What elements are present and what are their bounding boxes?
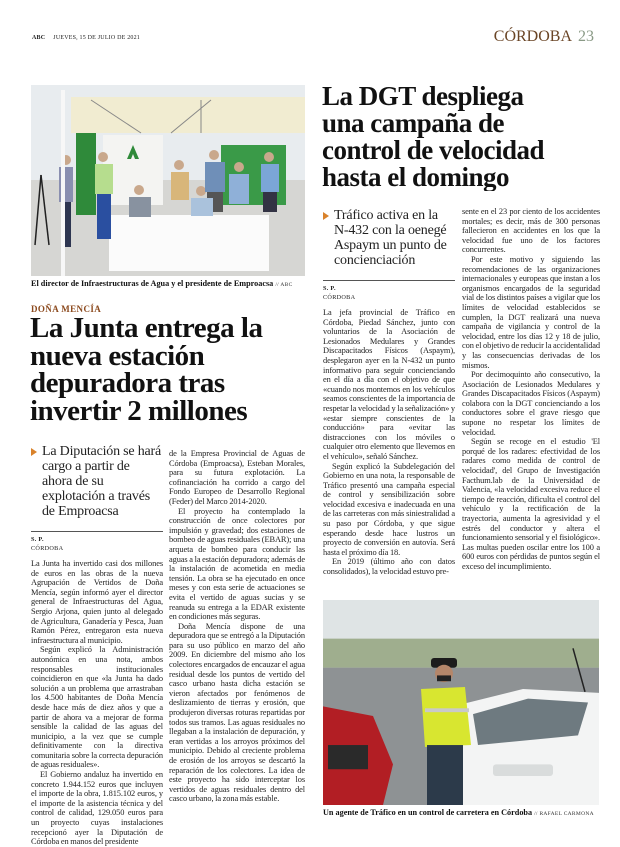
signing-ceremony-photo <box>31 85 305 276</box>
page-number: 23 <box>578 28 594 45</box>
author: S. P. <box>323 285 336 292</box>
headline-line: La Junta entrega la <box>30 315 263 344</box>
paragraph: En 2019 (último año con datos consolidados), la velocidad estuvo pre- <box>323 557 455 577</box>
paragraph: Por decimoquinto año consecutivo, la Asociación de Lesionados Medulares y Grandes Discapacitados Físicos (Aspaym) colabora con la DGT concienciando a los conductores sobre el grave riesgo que supone no respetar los límites de velocidad. <box>462 370 600 437</box>
brand: ABC <box>32 35 46 41</box>
bullet-triangle-icon <box>31 448 37 456</box>
byline <box>323 284 455 302</box>
right-headline <box>322 83 602 191</box>
paragraph: Según explicó la Subdelegación del Gobierno en una nota, la responsable de Tráfico presentó una campaña especial de control y sensibilización sobre velocidad excesiva e inadecuada en una de las carreteras con más siniestralidad a su paso por Córdoba, y que sigue esperando desde hace lustros un proyecto de conversión en autovía. Será hasta el próximo día 18. <box>323 461 455 557</box>
byline <box>31 535 163 553</box>
left-body-col1 <box>31 559 163 847</box>
right-subheadline <box>323 208 455 268</box>
left-subheadline <box>31 444 163 519</box>
paragraph: Por este motivo y siguiendo las recomendaciones de las organizaciones internacionales y europeas que instan a los organismos encargados de la seguridad vial de los distintos países a vigilar que los límites de velocidad establecidos se cumplen, la DGT realizará una nueva campaña de vigilancia y control de la velocidad, entre los días 12 y 18 de julio, con el objetivo de reducir la accidentalidad y las consecuencias derivadas de los mismos. <box>462 254 600 370</box>
divider <box>323 280 455 281</box>
headline-line: invertir 2 millones <box>30 394 248 425</box>
headline-line: nueva estación <box>30 339 205 372</box>
caption-text: Un agente de Tráfico en un control de carretera en Córdoba <box>323 808 533 817</box>
headline-line: depuradora tras <box>30 367 225 399</box>
photo-credit: // ABC <box>275 282 293 288</box>
photo-credit: // RAFAEL CARMONA <box>534 811 594 817</box>
photo-caption <box>323 808 594 817</box>
headline-line: control de velocidad <box>322 135 544 165</box>
dateline-location: CÓRDOBA <box>31 545 64 552</box>
left-column-1 <box>31 444 163 847</box>
page-header-right <box>494 28 594 46</box>
divider <box>31 531 163 532</box>
right-body-col1 <box>323 308 455 577</box>
paragraph: El Gobierno andaluz ha invertido en concreto 1.944.152 euros que incluyen el importe de la obra, 1.815.102 euros, y el importe de la asistencia técnica y del control de calidad, 129.050 euros para un proyecto cuyas instalaciones recepcionó ayer la Diputación de Córdoba en manos del presidente <box>31 770 163 847</box>
bullet-triangle-icon <box>323 212 329 220</box>
subheadline-text: Tráfico activa en la N-432 con la oenegé Aspaym un punto de concienciación <box>334 208 447 268</box>
left-headline <box>30 315 310 425</box>
subheadline-text: La Diputación se hará cargo a partir de ahora de su explotación a través de Emproacsa <box>42 444 162 519</box>
page-header-left <box>32 35 140 41</box>
headline-line: La DGT despliega <box>322 83 524 111</box>
right-body-col2 <box>462 207 600 572</box>
dateline-location: CÓRDOBA <box>323 294 356 301</box>
kicker: DOÑA MENCÍA <box>31 304 102 314</box>
right-column-1 <box>323 208 455 577</box>
paragraph: El proyecto ha contemplado la construcción de once colectores por impulsión y gravedad; dos estaciones de bombeo de aguas residuales (EBAR); una arqueta de bombeo para conducir las aguas a la estación depuradora; además de la instalación de acometida en media tensión. La obra se ha ejecutado en once meses y con esta serie de actuaciones se evita el vertido de aguas sucias y se reanuda su entrega a la EDAR existente en condiciones más seguras. <box>169 506 305 622</box>
caption-text: El director de Infraestructuras de Agua y el presidente de Emproacsa <box>31 279 274 288</box>
section-name: CÓRDOBA <box>493 28 572 45</box>
paragraph: La jefa provincial de Tráfico en Córdoba, Piedad Sánchez, junto con voluntarios de la Asociación de Lesionados Medulares y Grandes Discapacitados Físicos (Aspaym), desplegaron ayer en la N-432 un punto informativo para seguir concienciando en el día a día con el objetivo de que «cuando nos montemos en los vehículos seamos conscientes de la importancia de respetar la velocidad y la señalización» y «estar siempre conscientes de la conducción» para «evitar las distracciones con los móviles o cualquier otro elemento que llevemos en el vehículo», señaló Sánchez. <box>323 308 455 461</box>
headline-line: una campaña de <box>322 108 505 138</box>
paragraph: Según explicó la Administración autonómica en una nota, ambos responsables institucionales coincidieron en que «la Junta ha dado solución a un problema que arrastraban los 4.500 habitantes de Doña Mencía desde hace más de diez años y que a partir de ahora va a mejorar de forma sensible la calidad de las aguas del municipio, a la vez que se cumple definitivamente con la directiva comunitaria sobre la correcta depuración de aguas residuales». <box>31 645 163 770</box>
issue-date: JUEVES, 15 DE JULIO DE 2021 <box>53 35 141 41</box>
paragraph: de la Empresa Provincial de Aguas de Córdoba (Emproacsa), Esteban Morales, para su futura explotación. La cofinanciación ha corrido a cargo del Fondo Europeo de Desarrollo Regional (Feder) del Marco 2014-2020. <box>169 449 305 506</box>
photo-caption <box>31 279 293 288</box>
traffic-control-photo <box>323 600 599 805</box>
paragraph: sente en el 23 por ciento de los accidentes mortales; es decir, más de 300 personas fallecieron en accidentes en los que la velocidad fue uno de los factores concurrentes. <box>462 207 600 255</box>
left-body-col2 <box>169 449 305 804</box>
headline-line: hasta el domingo <box>322 162 510 191</box>
paragraph: La Junta ha invertido casi dos millones de euros en las obras de la nueva Agrupación de Vertidos de Doña Mencía, según informó ayer el director general de Infraestructuras del Agua, Sergio Arjona, quien junto al delegado de Agricultura, Ganadería y Pesca, Juan Ramón Pérez, entregaron esta nueva infraestructura al municipio. <box>31 559 163 645</box>
author: S. P. <box>31 536 44 543</box>
paragraph: Según se recoge en el estudio 'El porqué de los radares: efectividad de los radares como medida de control de velocidad', del Grupo de Investigación Facthum.lab de la Universidad de Valencia, «la velocidad excesiva reduce el tiempo de reacción, dificulta el control del vehículo y la rectificación de la trayectoria, aumenta la agresividad y el estrés del conductor y altera el funcionamiento sensorial y el fisiológico». Las multas pueden oscilar entre los 100 a 600 euros con pérdidas de puntos según el exceso del incumplimiento. <box>462 437 600 571</box>
paragraph: Doña Mencía dispone de una depuradora que se entregó a la Diputación para su uso público en marzo del año 2009. En diciembre del mismo año los colectores encargados de encauzar el agua residual desde los puntos de vertido del casco urbano hasta dicha estación se vieron afectados por fenómenos de deslizamiento de tierras y erosión, que produjeron diversas roturas repartidas por todos sus tramos. Las aguas residuales no llegaban a la instalación de depuración, y eran vertidas a los arroyos próximos del municipio. Debido al creciente problema de erosión de los arroyos se descartó la reparación de los colectores. La idea de este proyecto ha sido interceptar los vertidos de aguas residuales dentro del casco urbano, la zona más estable. <box>169 621 305 804</box>
